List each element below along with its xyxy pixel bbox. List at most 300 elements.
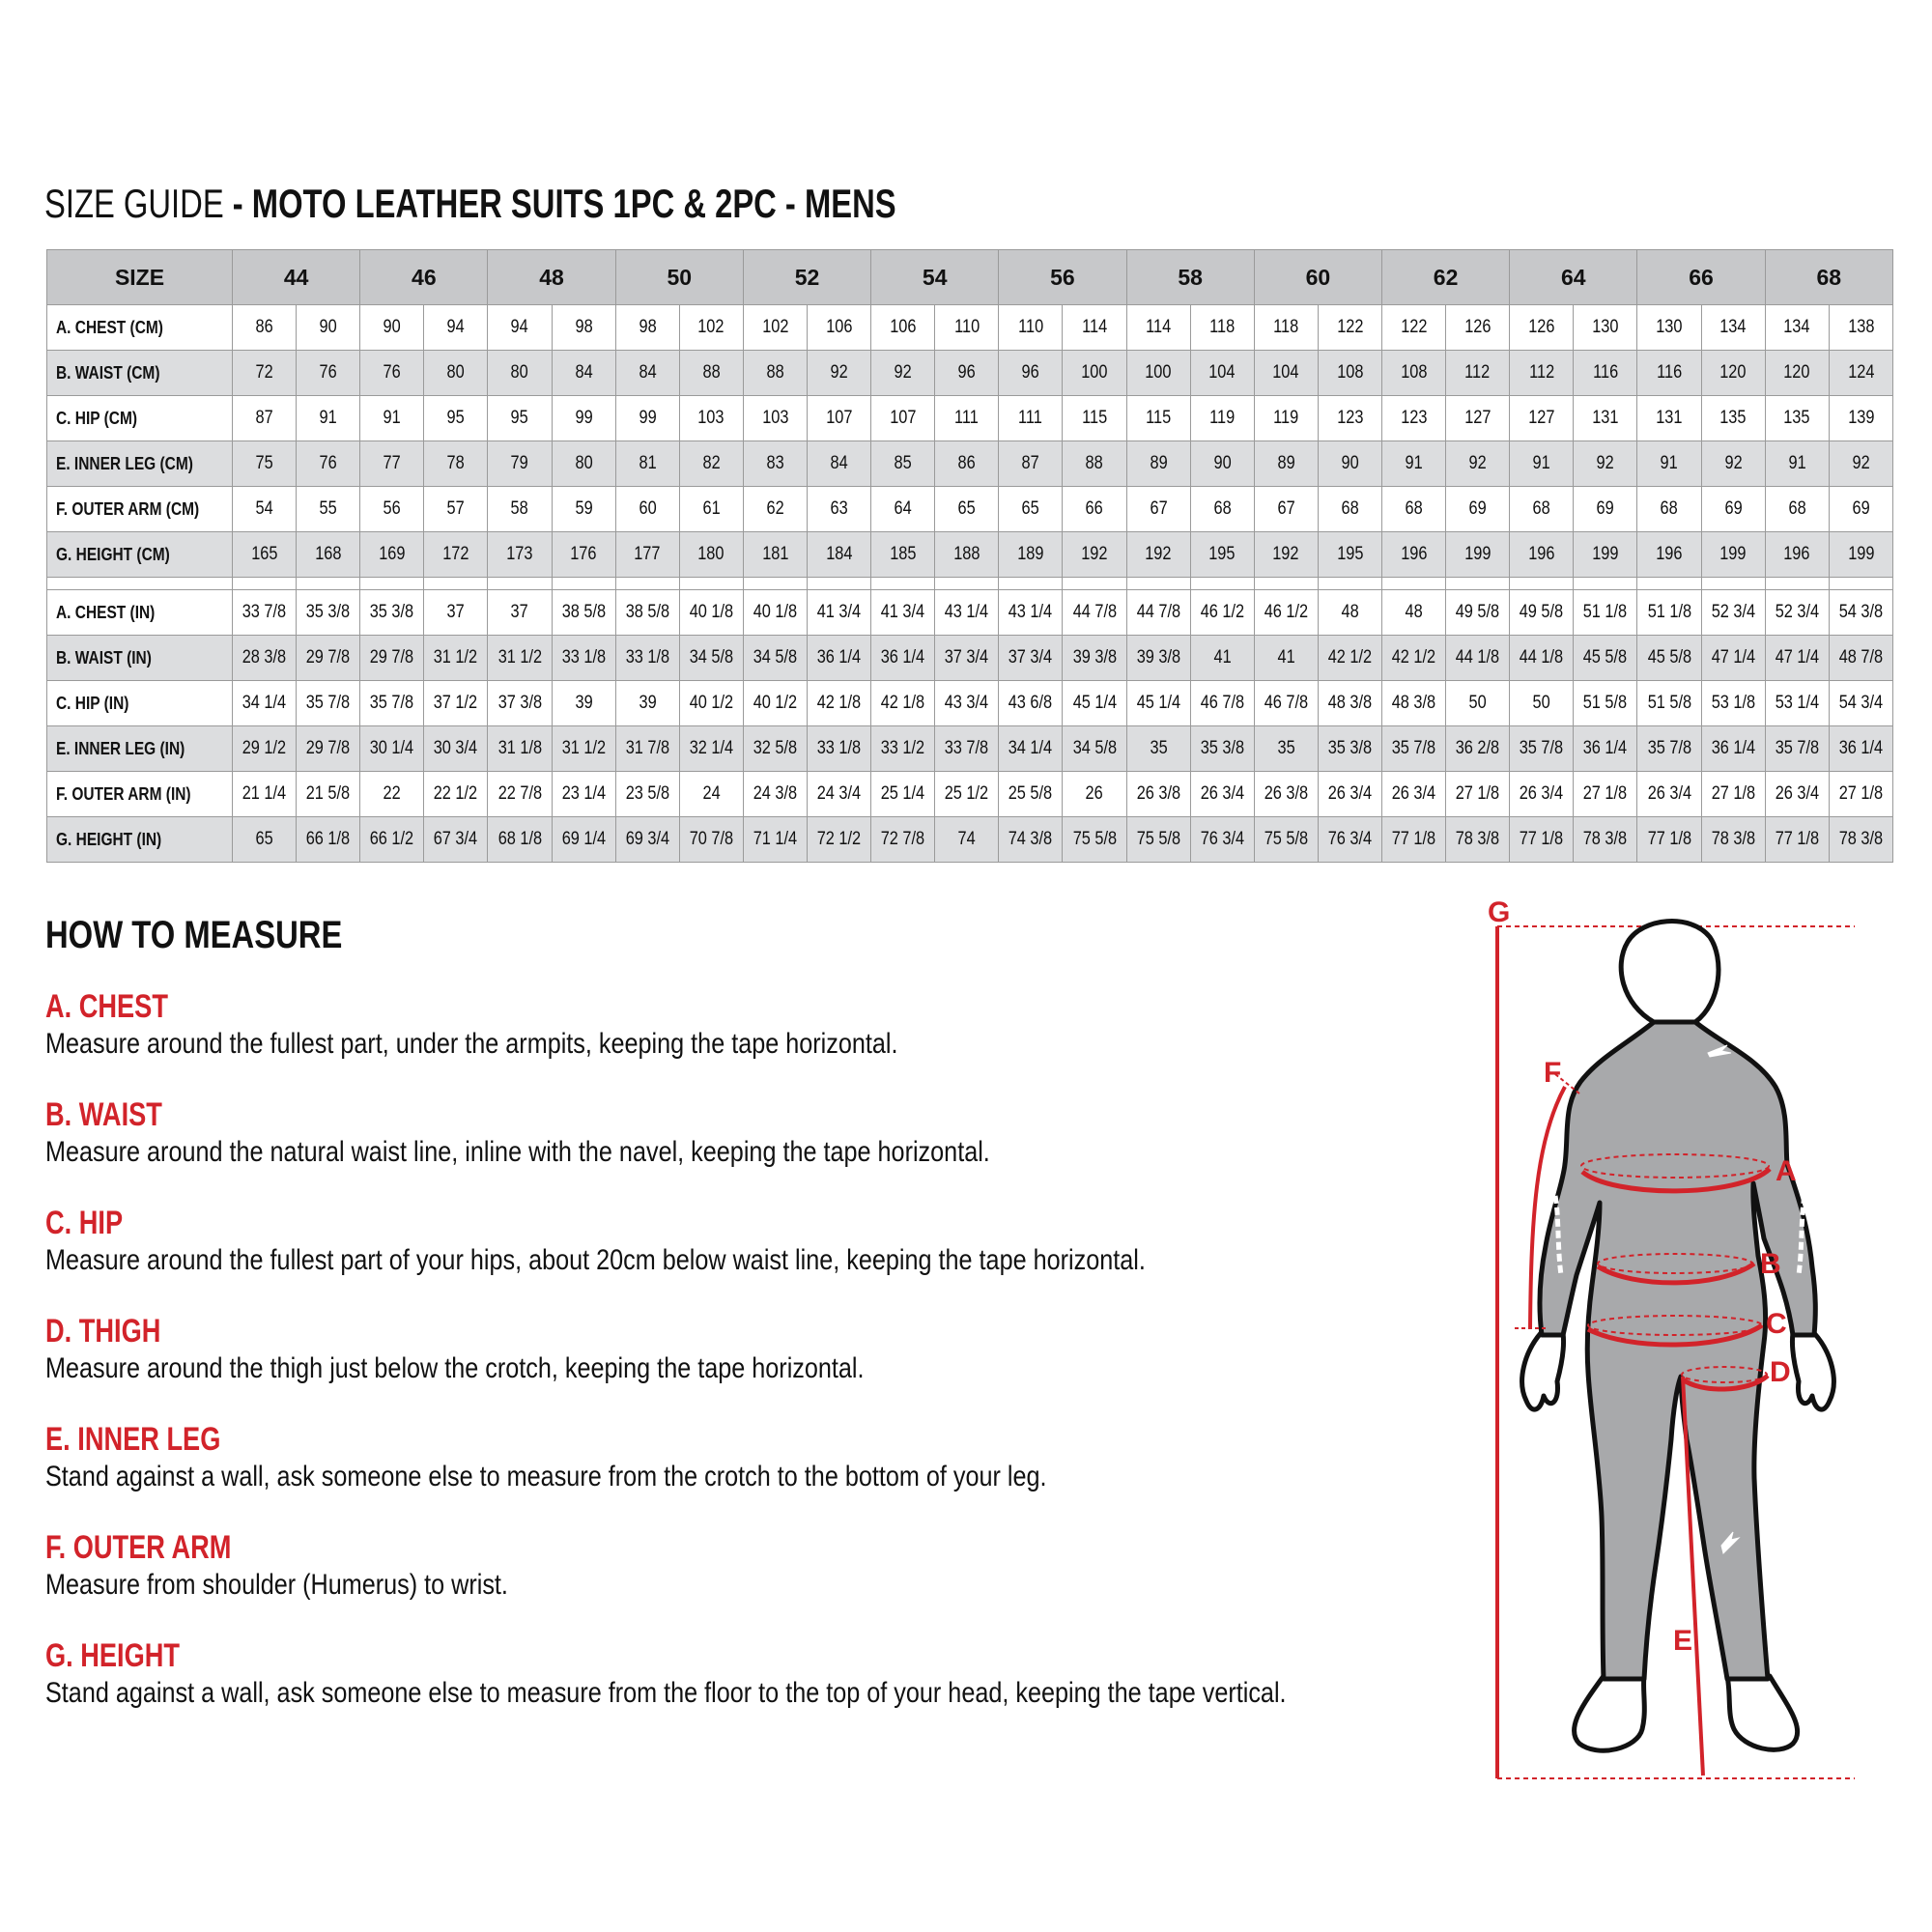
table-cell: 39 [552,681,615,726]
table-cell: 91 [360,396,424,441]
table-cell: 189 [999,532,1063,578]
table-cell: 43 1/4 [999,590,1063,636]
table-cell: 108 [1318,351,1381,396]
table-cell: 69 [1701,487,1765,532]
table-cell: 42 1/2 [1381,636,1445,681]
table-cell: 135 [1701,396,1765,441]
table-cell: 59 [552,487,615,532]
right-hand [1792,1333,1833,1409]
table-cell: 185 [871,532,935,578]
table-cell: 102 [743,305,807,351]
table-cell: 90 [297,305,360,351]
table-cell: 53 1/8 [1701,681,1765,726]
table-cell: 26 3/4 [1318,772,1381,817]
table-cell: 77 1/8 [1381,817,1445,863]
table-cell: 27 1/8 [1446,772,1510,817]
measure-description: Measure around the thigh just below the crotch, keeping the tape horizontal. [45,1352,865,1384]
table-cell: 48 [1381,590,1445,636]
table-cell: 37 1/2 [424,681,488,726]
table-cell: 107 [871,396,935,441]
row-label: A. CHEST (CM) [47,305,233,351]
height-marker: G [1488,896,1511,928]
measure-title: C. HIP [45,1205,124,1241]
table-cell: 139 [1829,396,1892,441]
spacer-cell [871,578,935,590]
table-cell: 23 5/8 [615,772,679,817]
measure-description: Measure from shoulder (Humerus) to wrist. [45,1569,508,1601]
table-row [47,772,1893,817]
size-header-56: 56 [999,250,1126,305]
size-header-50: 50 [615,250,743,305]
table-cell: 39 3/8 [1063,636,1126,681]
table-cell: 39 [615,681,679,726]
table-cell: 31 1/2 [424,636,488,681]
measure-item [45,1312,1020,1387]
table-cell: 35 7/8 [297,681,360,726]
right-foot [1727,1676,1798,1749]
spacer-cell [1701,578,1765,590]
table-cell: 53 1/4 [1765,681,1829,726]
table-cell: 31 1/8 [488,726,552,772]
table-cell: 35 3/8 [360,590,424,636]
table-cell: 111 [935,396,999,441]
table-cell: 75 5/8 [1254,817,1318,863]
table-cell: 70 7/8 [679,817,743,863]
table-cell: 192 [1126,532,1190,578]
table-cell: 199 [1829,532,1892,578]
table-cell: 74 3/8 [999,817,1063,863]
size-header-64: 64 [1510,250,1637,305]
table-cell: 196 [1637,532,1701,578]
table-cell: 94 [488,305,552,351]
spacer-cell [360,578,424,590]
table-cell: 25 5/8 [999,772,1063,817]
table-cell: 49 5/8 [1446,590,1510,636]
table-row [47,817,1893,863]
measure-item [45,987,1061,1063]
table-cell: 86 [233,305,297,351]
table-cell: 95 [488,396,552,441]
suit-shape [1540,1022,1815,1679]
table-cell: 69 1/4 [552,817,615,863]
table-cell: 131 [1574,396,1637,441]
table-cell: 92 [1574,441,1637,487]
table-cell: 120 [1701,351,1765,396]
measure-title: A. CHEST [45,988,168,1025]
left-hand [1522,1333,1564,1409]
size-header-44: 44 [233,250,360,305]
table-cell: 27 1/8 [1701,772,1765,817]
table-cell: 36 1/4 [871,636,935,681]
measure-title: F. OUTER ARM [45,1529,232,1566]
table-cell: 130 [1637,305,1701,351]
size-table [46,249,1893,863]
table-cell: 138 [1829,305,1892,351]
table-cell: 46 1/2 [1254,590,1318,636]
table-cell: 123 [1381,396,1445,441]
table-cell: 134 [1701,305,1765,351]
table-row [47,305,1893,351]
table-cell: 35 3/8 [297,590,360,636]
measure-item [45,1528,596,1604]
table-cell: 123 [1318,396,1381,441]
table-cell: 116 [1637,351,1701,396]
table-cell: 37 [488,590,552,636]
table-cell: 135 [1765,396,1829,441]
table-cell: 22 7/8 [488,772,552,817]
table-cell: 43 3/4 [935,681,999,726]
table-cell: 35 [1254,726,1318,772]
table-cell: 28 3/8 [233,636,297,681]
table-cell: 46 1/2 [1190,590,1254,636]
table-cell: 192 [1254,532,1318,578]
table-cell: 45 1/4 [1126,681,1190,726]
spacer-cell [679,578,743,590]
table-cell: 33 7/8 [935,726,999,772]
table-cell: 24 [679,772,743,817]
table-cell: 127 [1446,396,1510,441]
table-cell: 21 1/4 [233,772,297,817]
table-cell: 26 3/8 [1254,772,1318,817]
table-cell: 35 7/8 [360,681,424,726]
table-cell: 31 1/2 [488,636,552,681]
table-cell: 90 [1190,441,1254,487]
table-cell: 115 [1063,396,1126,441]
table-cell: 48 3/8 [1381,681,1445,726]
table-cell: 44 7/8 [1063,590,1126,636]
measure-description: Stand against a wall, ask someone else to measure from the crotch to the bottom of your leg. [45,1461,1047,1492]
table-cell: 26 3/4 [1190,772,1254,817]
table-cell: 34 1/4 [233,681,297,726]
table-cell: 118 [1254,305,1318,351]
table-cell: 63 [807,487,870,532]
spacer-cell [1063,578,1126,590]
table-cell: 27 1/8 [1829,772,1892,817]
table-cell: 35 7/8 [1637,726,1701,772]
spacer-cell [552,578,615,590]
measure-title: G. HEIGHT [45,1637,181,1674]
spacer-cell [1510,578,1574,590]
table-row [47,396,1893,441]
table-cell: 44 1/8 [1510,636,1574,681]
table-cell: 77 [360,441,424,487]
table-cell: 51 5/8 [1637,681,1701,726]
page-title [44,180,1136,228]
size-header-row [47,250,1893,305]
table-cell: 114 [1126,305,1190,351]
table-cell: 31 1/2 [552,726,615,772]
table-cell: 108 [1381,351,1445,396]
table-cell: 42 1/8 [871,681,935,726]
table-cell: 68 [1510,487,1574,532]
table-cell: 112 [1510,351,1574,396]
table-row [47,590,1893,636]
table-cell: 67 [1126,487,1190,532]
table-cell: 54 [233,487,297,532]
table-cell: 67 3/4 [424,817,488,863]
table-cell: 69 [1829,487,1892,532]
table-cell: 103 [743,396,807,441]
table-cell: 26 [1063,772,1126,817]
table-cell: 44 7/8 [1126,590,1190,636]
table-cell: 68 [1765,487,1829,532]
table-cell: 78 3/8 [1701,817,1765,863]
table-cell: 48 3/8 [1318,681,1381,726]
table-cell: 66 1/2 [360,817,424,863]
table-cell: 41 3/4 [871,590,935,636]
table-cell: 89 [1126,441,1190,487]
table-cell: 71 1/4 [743,817,807,863]
table-cell: 69 [1574,487,1637,532]
table-cell: 52 3/4 [1765,590,1829,636]
table-cell: 84 [552,351,615,396]
table-cell: 88 [1063,441,1126,487]
spacer-cell [297,578,360,590]
table-cell: 78 3/8 [1574,817,1637,863]
table-cell: 72 1/2 [807,817,870,863]
table-cell: 25 1/2 [935,772,999,817]
table-cell: 29 7/8 [297,726,360,772]
table-cell: 69 3/4 [615,817,679,863]
table-cell: 26 3/8 [1126,772,1190,817]
size-header-48: 48 [488,250,615,305]
spacer-cell [1446,578,1510,590]
table-cell: 36 1/4 [1701,726,1765,772]
table-cell: 95 [424,396,488,441]
table-cell: 43 6/8 [999,681,1063,726]
table-cell: 26 3/4 [1637,772,1701,817]
table-cell: 45 5/8 [1574,636,1637,681]
measure-description: Measure around the fullest part of your hips, about 20cm below waist line, keeping the tape horizontal. [45,1244,1146,1276]
table-cell: 79 [488,441,552,487]
spacer-cell [424,578,488,590]
table-cell: 192 [1063,532,1126,578]
table-cell: 36 1/4 [1829,726,1892,772]
table-cell: 122 [1318,305,1381,351]
table-cell: 87 [233,396,297,441]
measure-description: Stand against a wall, ask someone else to measure from the floor to the top of your head, keeping the tape vertical. [45,1677,1287,1709]
row-label: B. WAIST (IN) [47,636,233,681]
table-cell: 72 [233,351,297,396]
table-cell: 77 1/8 [1510,817,1574,863]
table-cell: 46 7/8 [1254,681,1318,726]
table-cell: 78 3/8 [1446,817,1510,863]
table-cell: 26 3/4 [1381,772,1445,817]
table-cell: 77 1/8 [1765,817,1829,863]
table-cell: 85 [871,441,935,487]
table-cell: 57 [424,487,488,532]
spacer-cell [1126,578,1190,590]
table-cell: 196 [1381,532,1445,578]
table-cell: 188 [935,532,999,578]
table-cell: 92 [1829,441,1892,487]
table-cell: 34 5/8 [1063,726,1126,772]
table-cell: 91 [1381,441,1445,487]
measure-item [45,1095,1170,1171]
table-cell: 91 [1510,441,1574,487]
measure-title: D. THIGH [45,1313,161,1350]
table-cell: 76 3/4 [1190,817,1254,863]
table-cell: 23 1/4 [552,772,615,817]
table-cell: 107 [807,396,870,441]
table-cell: 40 1/8 [743,590,807,636]
table-cell: 90 [360,305,424,351]
table-cell: 92 [871,351,935,396]
measure-item [45,1204,1355,1279]
thigh-marker: D [1770,1356,1791,1388]
table-cell: 52 3/4 [1701,590,1765,636]
table-cell: 32 1/4 [679,726,743,772]
table-cell: 68 1/8 [488,817,552,863]
table-cell: 40 1/2 [743,681,807,726]
table-cell: 127 [1510,396,1574,441]
table-cell: 48 [1318,590,1381,636]
table-cell: 106 [807,305,870,351]
table-cell: 196 [1510,532,1574,578]
table-cell: 68 [1637,487,1701,532]
table-cell: 91 [1637,441,1701,487]
table-cell: 66 [1063,487,1126,532]
spacer-cell [615,578,679,590]
table-cell: 41 3/4 [807,590,870,636]
size-header-54: 54 [871,250,999,305]
measure-description: Measure around the natural waist line, inline with the navel, keeping the tape horizontal. [45,1136,990,1168]
table-cell: 181 [743,532,807,578]
table-cell: 38 5/8 [552,590,615,636]
table-row [47,681,1893,726]
table-cell: 75 [233,441,297,487]
table-cell: 195 [1190,532,1254,578]
chest-marker: A [1776,1155,1797,1187]
spacer-cell [1190,578,1254,590]
size-header-60: 60 [1254,250,1381,305]
table-row [47,636,1893,681]
table-cell: 115 [1126,396,1190,441]
how-to-measure-heading: HOW TO MEASURE [45,914,343,956]
table-cell: 76 [360,351,424,396]
table-cell: 103 [679,396,743,441]
table-cell: 80 [424,351,488,396]
table-cell: 51 1/8 [1637,590,1701,636]
table-cell: 83 [743,441,807,487]
table-row [47,487,1893,532]
table-cell: 91 [297,396,360,441]
title-main: - MOTO LEATHER SUITS 1PC & 2PC - MENS [223,181,896,226]
table-cell: 22 1/2 [424,772,488,817]
table-cell: 40 1/8 [679,590,743,636]
table-cell: 98 [552,305,615,351]
row-label: E. INNER LEG (IN) [47,726,233,772]
table-cell: 172 [424,532,488,578]
table-cell: 35 7/8 [1510,726,1574,772]
table-cell: 120 [1765,351,1829,396]
table-cell: 36 2/8 [1446,726,1510,772]
table-cell: 76 [297,351,360,396]
table-cell: 31 7/8 [615,726,679,772]
table-cell: 61 [679,487,743,532]
table-cell: 47 1/4 [1701,636,1765,681]
table-cell: 94 [424,305,488,351]
table-cell: 89 [1254,441,1318,487]
table-cell: 26 3/4 [1765,772,1829,817]
row-label: E. INNER LEG (CM) [47,441,233,487]
table-cell: 87 [999,441,1063,487]
spacer-cell [1381,578,1445,590]
table-cell: 24 3/4 [807,772,870,817]
spacer-cell [233,578,297,590]
table-cell: 54 3/8 [1829,590,1892,636]
table-cell: 104 [1190,351,1254,396]
table-cell: 21 5/8 [297,772,360,817]
table-cell: 29 7/8 [360,636,424,681]
table-cell: 68 [1318,487,1381,532]
table-cell: 75 5/8 [1126,817,1190,863]
table-cell: 36 1/4 [807,636,870,681]
table-cell: 35 [1126,726,1190,772]
table-cell: 199 [1701,532,1765,578]
table-cell: 48 7/8 [1829,636,1892,681]
table-cell: 45 1/4 [1063,681,1126,726]
table-cell: 38 5/8 [615,590,679,636]
table-cell: 84 [615,351,679,396]
table-cell: 99 [552,396,615,441]
table-body [47,305,1893,863]
spacer-cell [1829,578,1892,590]
table-cell: 41 [1254,636,1318,681]
table-cell: 110 [935,305,999,351]
table-cell: 34 1/4 [999,726,1063,772]
table-cell: 54 3/4 [1829,681,1892,726]
size-header-label: SIZE [47,250,233,305]
table-cell: 47 1/4 [1765,636,1829,681]
table-cell: 88 [679,351,743,396]
table-cell: 131 [1637,396,1701,441]
table-cell: 33 1/8 [615,636,679,681]
table-row [47,351,1893,396]
table-cell: 100 [1126,351,1190,396]
table-cell: 35 7/8 [1381,726,1445,772]
size-header-62: 62 [1381,250,1509,305]
table-cell: 177 [615,532,679,578]
title-prefix: SIZE GUIDE [44,181,224,226]
table-cell: 88 [743,351,807,396]
table-cell: 66 1/8 [297,817,360,863]
table-cell: 112 [1446,351,1510,396]
table-cell: 92 [1701,441,1765,487]
table-cell: 168 [297,532,360,578]
table-cell: 119 [1190,396,1254,441]
table-cell: 78 [424,441,488,487]
table-cell: 110 [999,305,1063,351]
table-cell: 68 [1381,487,1445,532]
measure-item [45,1636,1522,1712]
table-cell: 29 7/8 [297,636,360,681]
table-cell: 78 3/8 [1829,817,1892,863]
table-cell: 176 [552,532,615,578]
table-cell: 32 5/8 [743,726,807,772]
table-cell: 134 [1765,305,1829,351]
spacer-cell [743,578,807,590]
table-cell: 40 1/2 [679,681,743,726]
spacer-cell [1637,578,1701,590]
table-cell: 65 [935,487,999,532]
table-cell: 68 [1190,487,1254,532]
table-cell: 58 [488,487,552,532]
row-label: C. HIP (IN) [47,681,233,726]
table-cell: 118 [1190,305,1254,351]
spacer-cell [1254,578,1318,590]
table-cell: 184 [807,532,870,578]
